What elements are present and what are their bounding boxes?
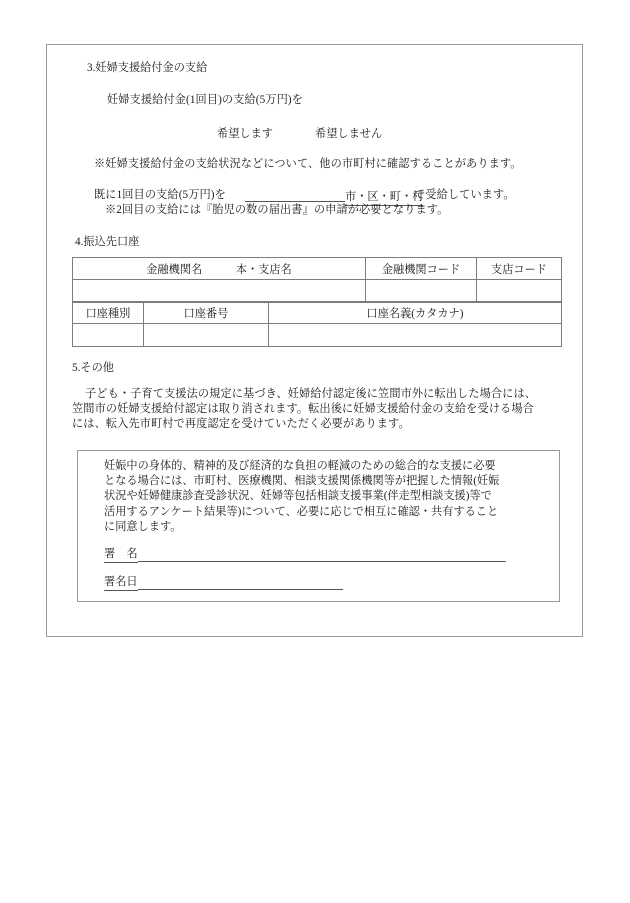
signature-date-row (104, 573, 343, 591)
bank-account-table (72, 257, 562, 303)
already-received-blank[interactable] (245, 201, 345, 202)
consent-line-2: となる場合には、市町村、医療機関、相談支援関係機関等が把握した情報(妊娠 (104, 475, 500, 488)
table-row (73, 280, 562, 303)
benefit-choice-row (47, 125, 584, 141)
bank-value-branch-code[interactable] (477, 280, 562, 303)
already-received-prefix: 既に1回目の支給(5万円)を (94, 189, 226, 201)
section-4-number: 4. (75, 236, 84, 248)
signature-input-line[interactable] (138, 561, 506, 562)
already-received-suffix: で受給しています。 (414, 189, 515, 201)
bank-header-account-holder: 口座名義(カタカナ) (269, 302, 562, 324)
section-5-paragraph-line-3: には、転入先市町村で再度認定を受けていただく必要があります。 (72, 418, 410, 430)
section-5-title: その他 (80, 362, 114, 374)
section-5-heading (72, 359, 114, 375)
section-3-note-2: ※2回目の支給には『胎児の数の届出書』の申請が必要となります。 (105, 204, 449, 216)
table-row (73, 258, 562, 280)
already-received-municipality: 市・区・町・村 (345, 188, 423, 206)
signature-date-input-line[interactable] (138, 589, 343, 590)
consent-line-1: 妊娠中の身体的、精神的及び経済的な負担の軽減のための総合的な支援に必要 (104, 460, 496, 472)
bank-value-account-type[interactable] (73, 324, 144, 347)
section-4-title: 振込先口座 (83, 236, 140, 248)
bank-header-institution-branch: 金融機関名 本・支店名 (73, 258, 366, 280)
consent-text (104, 459, 540, 535)
signature-row (104, 545, 506, 563)
section-3-title: 妊婦支援給付金の支給 (95, 62, 208, 74)
bank-value-account-holder[interactable] (269, 324, 562, 347)
table-row (73, 302, 562, 324)
choice-option-no[interactable]: 希望しません (315, 128, 383, 140)
bank-header-account-number: 口座番号 (144, 302, 269, 324)
bank-value-institution-branch[interactable] (73, 280, 366, 303)
signature-date-label: 署名日 (104, 573, 138, 591)
section-5-paragraph-line-2: 笠間市の妊婦支援給付認定は取り消されます。転出後に妊婦支援給付金の支給を受ける場合 (72, 403, 534, 415)
signature-label: 署 名 (104, 545, 138, 563)
bank-value-institution-code[interactable] (366, 280, 477, 303)
section-5-paragraph-line-1: 子ども・子育て支援法の規定に基づき、妊婦給付認定後に笠間市外に転出した場合には、 (85, 388, 537, 400)
bank-value-account-number[interactable] (144, 324, 269, 347)
form-page-sheet (46, 44, 583, 637)
form-content (47, 45, 582, 636)
section-5-number: 5. (72, 362, 81, 374)
section-3-number: 3. (87, 62, 96, 74)
consent-line-4: 活用するアンケート結果等)について、必要に応じで相互に確認・共有すること (104, 505, 499, 518)
consent-line-3: 状況や妊婦健康診査受診状況、妊婦等包括相談支援事業(伴走型相談支援)等で (104, 490, 492, 503)
bank-header-branch-code: 支店コード (477, 258, 562, 280)
section-4-heading (75, 233, 139, 249)
section-3-lead-text: 妊婦支援給付金(1回目)の支給(5万円)を (107, 94, 304, 106)
section-3-note-1: ※妊婦支援給付金の支給状況などについて、他の市町村に確認することがあります。 (94, 158, 522, 170)
choice-option-yes[interactable]: 希望します (217, 128, 273, 140)
bank-header-institution-code: 金融機関コード (366, 258, 477, 280)
table-row (73, 324, 562, 347)
bank-account-table-lower (72, 301, 562, 347)
section-3-heading (87, 59, 207, 75)
consent-box (77, 450, 560, 602)
consent-line-5: に同意します。 (104, 520, 182, 533)
bank-header-account-type: 口座種別 (73, 302, 144, 324)
